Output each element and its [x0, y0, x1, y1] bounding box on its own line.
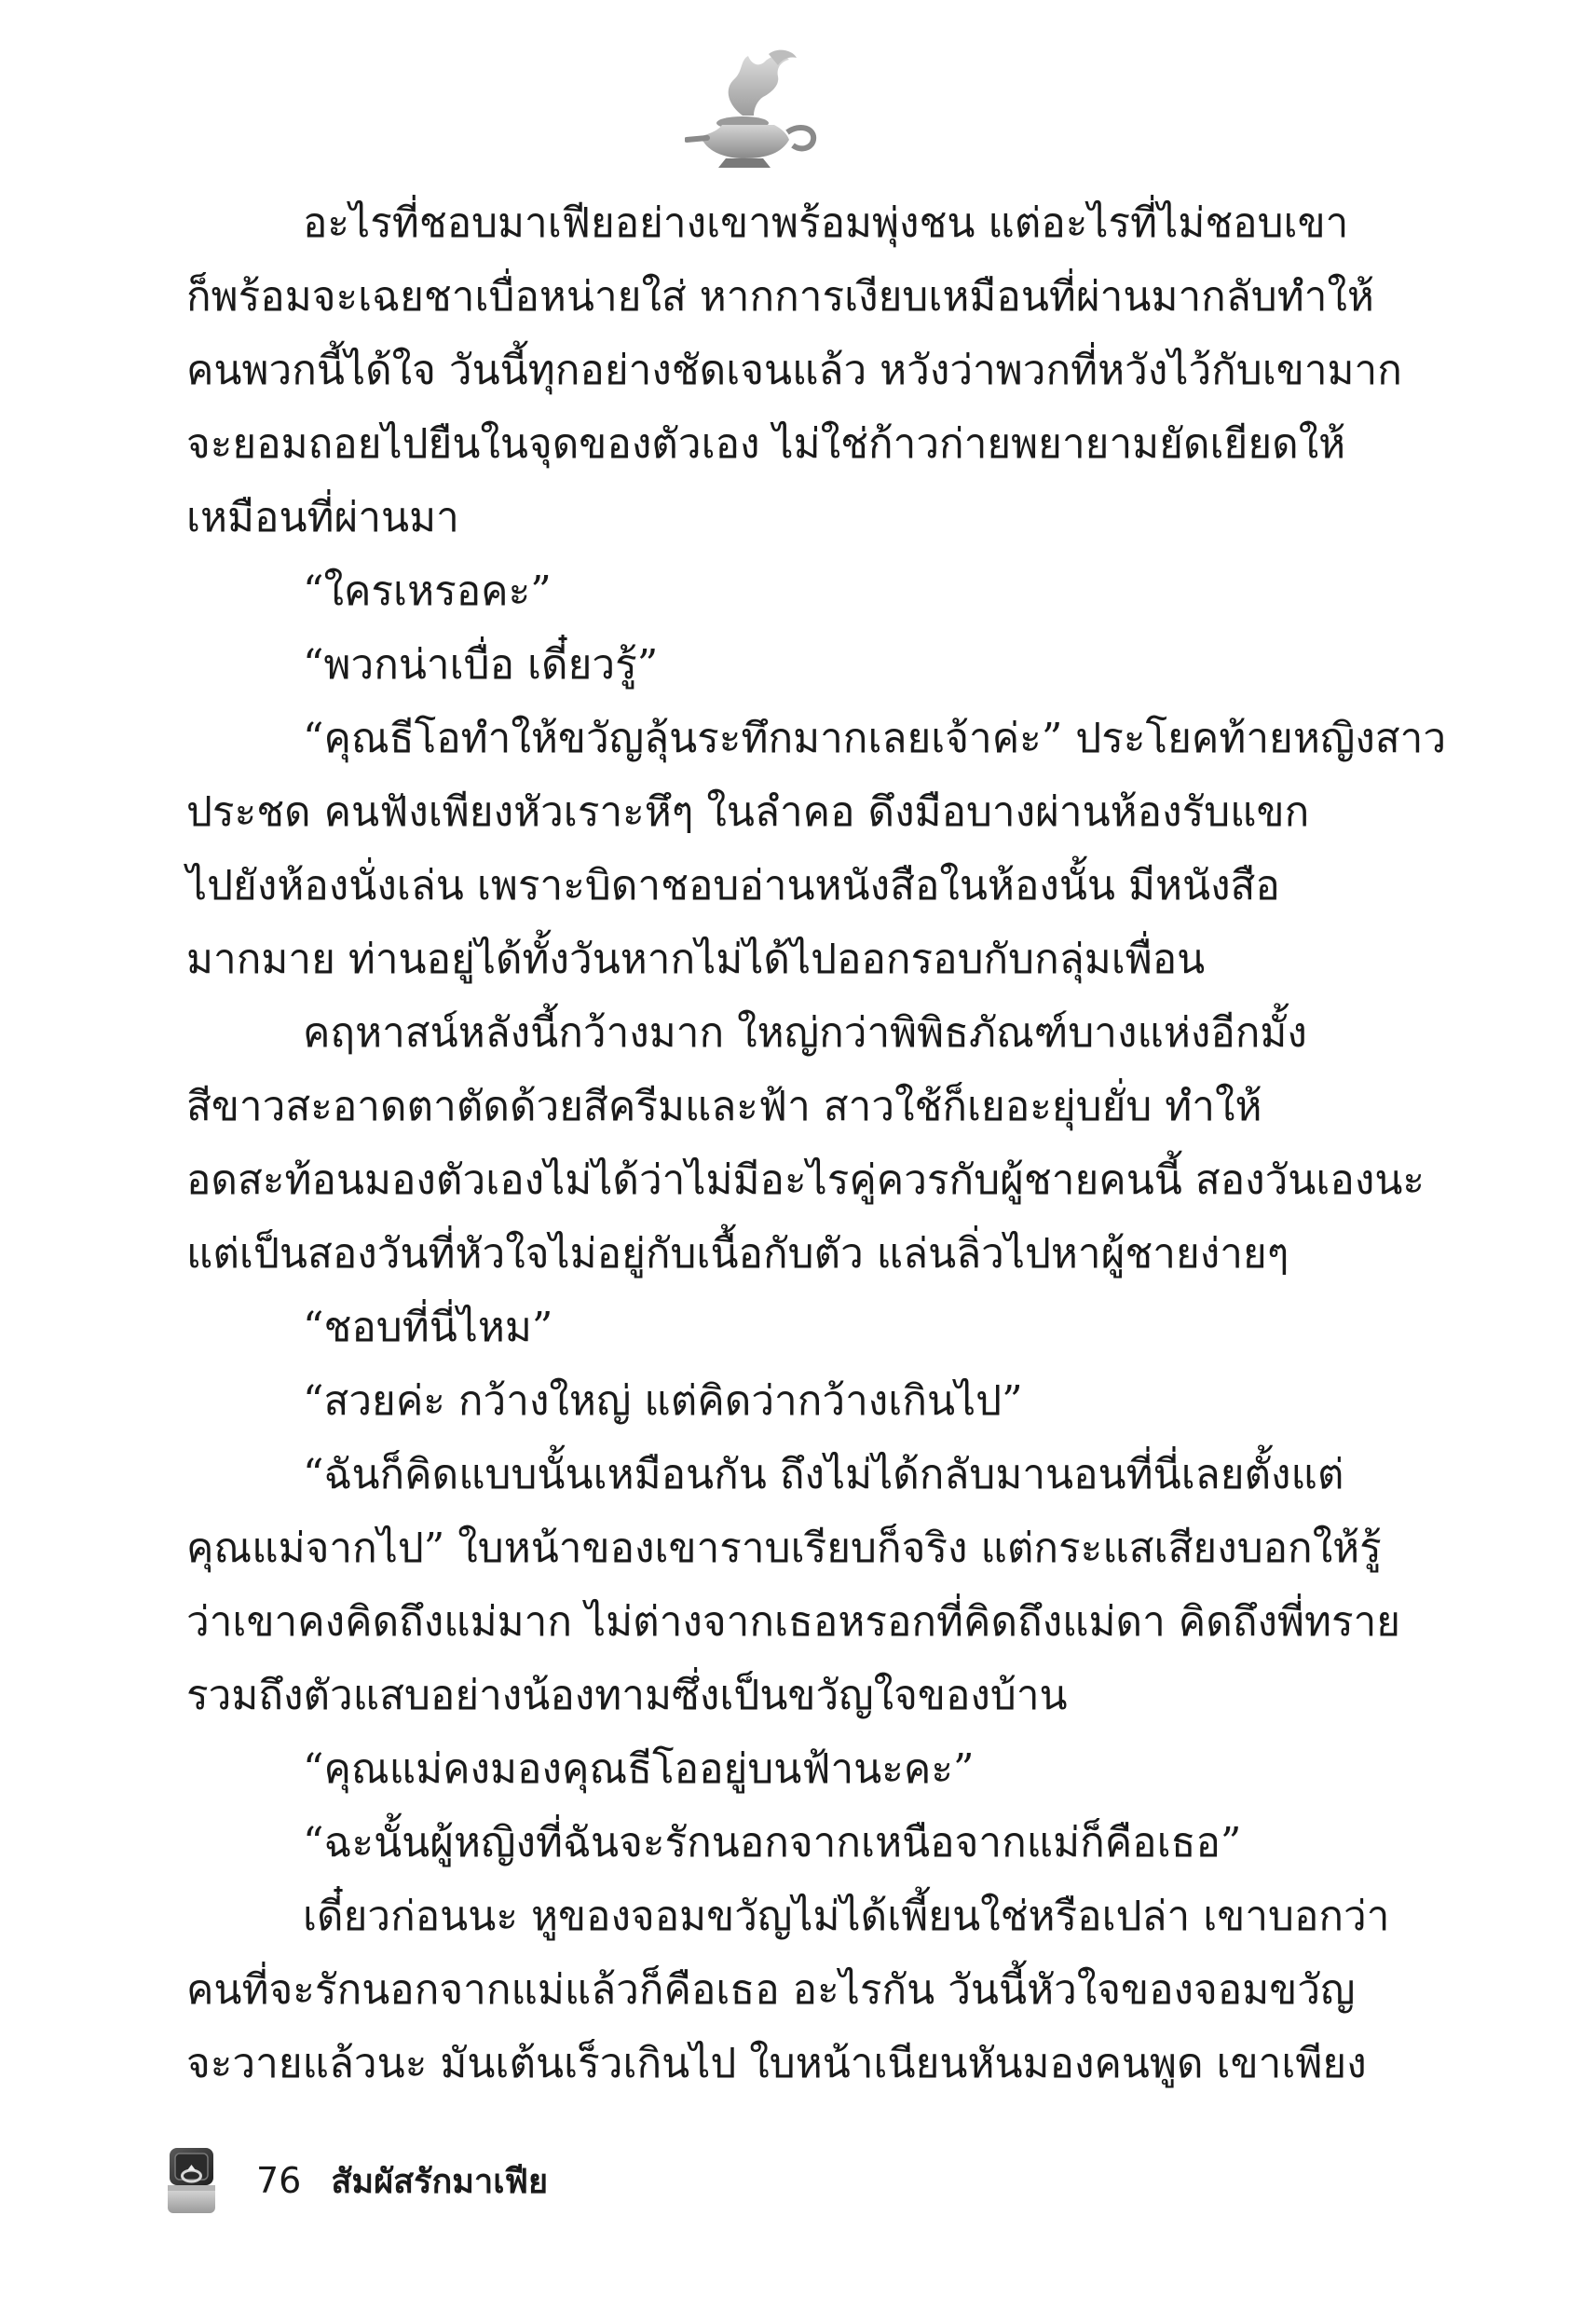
paragraph-line: ก็พร้อมจะเฉยชาเบื่อหน่ายใส่ หากการเงียบเหมือนที่ผ่านมากลับทำให้ — [186, 273, 1374, 321]
paragraph-line: รวมถึงตัวแสบอย่างน้องทามซึ่งเป็นขวัญใจของบ้าน — [186, 1672, 1068, 1719]
paragraph-line: คนที่จะรักนอกจากแม่แล้วก็คือเธอ อะไรกัน วันนี้หัวใจของจอมขวัญ — [186, 1966, 1356, 2014]
paragraph-line: คุณแม่จากไป” ใบหน้าของเขาราบเรียบก็จริง แต่กระแสเสียงบอกให้รู้ — [186, 1525, 1382, 1572]
paragraph-line: อะไรที่ชอบมาเฟียอย่างเขาพร้อมพุ่งชน แต่อะไรที่ไม่ชอบเขา — [303, 199, 1349, 247]
paragraph-line: คนพวกนี้ได้ใจ วันนี้ทุกอย่างชัดเจนแล้ว หวังว่าพวกที่หวังไว้กับเขามาก — [186, 347, 1402, 394]
genie-lamp-icon — [685, 48, 825, 174]
paragraph-line: “ฉันก็คิดแบบนั้นเหมือนกัน ถึงไม่ได้กลับมานอนที่นี่เลยตั้งแต่ — [303, 1451, 1344, 1498]
dialogue-line: “ฉะนั้นผู้หญิงที่ฉันจะรักนอกจากเหนือจากแม่ก็คือเธอ” — [303, 1819, 1242, 1867]
dialogue-line: “ใครเหรอคะ” — [303, 567, 552, 615]
page-number: 76 — [256, 2160, 302, 2201]
dialogue-line: “คุณแม่คงมองคุณธีโออยู่บนฟ้านะคะ” — [303, 1745, 975, 1793]
paragraph-line: ว่าเขาคงคิดถึงแม่มาก ไม่ต่างจากเธอหรอกที่คิดถึงแม่ดา คิดถึงพี่ทราย — [186, 1598, 1401, 1646]
dialogue-line: “พวกน่าเบื่อ เดี๋ยวรู้” — [303, 641, 659, 689]
ring-box-icon — [166, 2144, 217, 2217]
paragraph-line: เดี๋ยวก่อนนะ หูของจอมขวัญไม่ได้เพี้ยนใช่หรือเปล่า เขาบอกว่า — [303, 1893, 1390, 1940]
paragraph-line: “คุณธีโอทำให้ขวัญลุ้นระทึกมากเลยเจ้าค่ะ” ประโยคท้ายหญิงสาว — [303, 715, 1447, 762]
paragraph-line: ไปยังห้องนั่งเล่น เพราะบิดาชอบอ่านหนังสือในห้องนั้น มีหนังสือ — [186, 862, 1280, 909]
page-footer — [166, 2143, 818, 2218]
paragraph-line: ประชด คนฟังเพียงหัวเราะหึๆ ในลำคอ ดึงมือบางผ่านห้องรับแขก — [186, 788, 1310, 836]
book-title: สัมผัสรักมาเฟีย — [331, 2162, 549, 2201]
paragraph-line: แต่เป็นสองวันที่หัวใจไม่อยู่กับเนื้อกับตัว แล่นลิ่วไปหาผู้ชายง่ายๆ — [186, 1230, 1289, 1278]
body-text — [186, 186, 1447, 2100]
paragraph-line: จะวายแล้วนะ มันเต้นเร็วเกินไป ใบหน้าเนียนหันมองคนพูด เขาเพียง — [186, 2040, 1367, 2087]
paragraph-line: อดสะท้อนมองตัวเองไม่ได้ว่าไม่มีอะไรคู่ควรกับผู้ชายคนนี้ สองวันเองนะ — [186, 1156, 1425, 1204]
paragraph-line: เหมือนที่ผ่านมา — [186, 494, 459, 541]
paragraph-line: มากมาย ท่านอยู่ได้ทั้งวันหากไม่ได้ไปออกรอบกับกลุ่มเพื่อน — [186, 936, 1206, 983]
paragraph-line: จะยอมถอยไปยืนในจุดของตัวเอง ไม่ใช่ก้าวก่ายพยายามยัดเยียดให้ — [186, 420, 1346, 468]
dialogue-line: “ชอบที่นี่ไหม” — [303, 1304, 553, 1351]
dialogue-line: “สวยค่ะ กว้างใหญ่ แต่คิดว่ากว้างเกินไป” — [303, 1377, 1023, 1425]
paragraph-line: สีขาวสะอาดตาตัดด้วยสีครีมและฟ้า สาวใช้ก็เยอะยุ่บยั่บ ทำให้ — [186, 1083, 1262, 1130]
paragraph-line: คฤหาสน์หลังนี้กว้างมาก ใหญ่กว่าพิพิธภัณฑ์บางแห่งอีกมั้ง — [303, 1009, 1307, 1057]
